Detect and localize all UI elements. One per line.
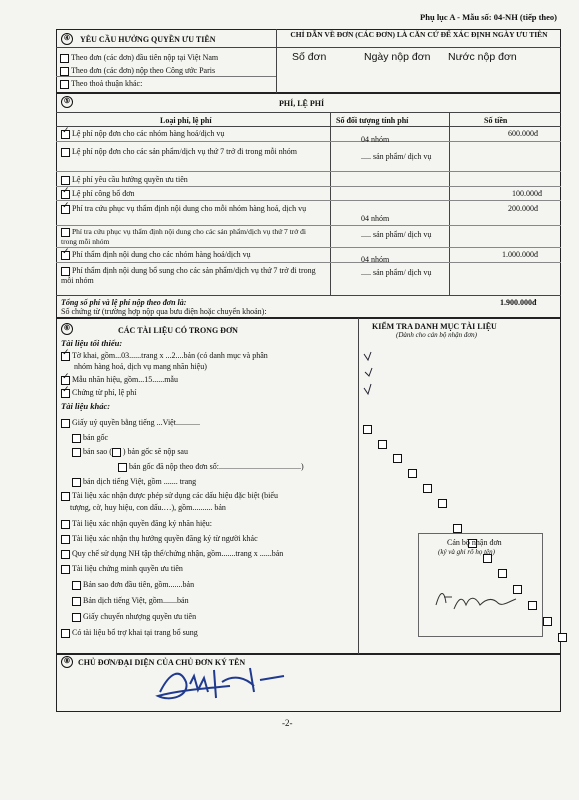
section-8-number: ⑧ — [61, 656, 73, 668]
checkbox[interactable] — [61, 629, 70, 638]
section-6-number: ⑥ — [61, 323, 73, 335]
officer-sub: (ký và ghi rõ họ tên) — [438, 548, 495, 556]
fee-row — [61, 250, 251, 260]
col-filing-date: Ngày nộp đơn — [364, 51, 431, 63]
fee-label: Lệ phí yêu cầu hưởng quyền ưu tiên — [72, 175, 188, 184]
check-column — [363, 420, 569, 438]
check-box[interactable] — [378, 440, 387, 449]
doc-item: ) bản gốc sẽ nộp sau — [122, 447, 188, 456]
doc-item: Tờ khai, gồm...03......trang x ...2....bản (có danh mục và phân — [72, 351, 268, 360]
fee-amount: 100.000đ — [512, 189, 542, 198]
checkbox[interactable] — [72, 448, 81, 457]
col-filing-country: Nước nộp đơn — [448, 51, 517, 63]
priority-title: YÊU CẦU HƯỞNG QUYỀN ƯU TIÊN — [80, 35, 216, 44]
fees-total: 1.900.000đ — [500, 298, 537, 307]
checkbox[interactable] — [61, 550, 70, 559]
fee-checkbox[interactable] — [61, 228, 70, 237]
fee-row — [61, 204, 323, 214]
officer-signature — [432, 585, 522, 620]
doc-item: Mẫu nhãn hiệu, gồm...15......mẫu — [72, 375, 178, 384]
check-box[interactable] — [558, 633, 567, 642]
fee-row — [61, 189, 134, 199]
fee-count: ..... sản phẩm/ dịch vụ — [361, 230, 432, 239]
check-box[interactable] — [543, 617, 552, 626]
doc-item: Tài liệu xác nhận được phép sử dụng các dấu hiệu đặc biệt (biểu — [72, 491, 278, 500]
checkbox[interactable] — [60, 54, 69, 63]
fee-checkbox[interactable] — [61, 251, 70, 260]
fee-row — [61, 147, 323, 157]
checkbox[interactable] — [61, 389, 70, 398]
fee-label: Lệ phí nộp đơn cho các sản phẩm/dịch vụ thứ 7 trở đi trong mỗi nhóm — [72, 147, 297, 156]
fee-label: Phí thẩm định nội dung cho các nhóm hàng hoá/dịch vụ — [72, 250, 251, 259]
other-docs-title: Tài liệu khác: — [61, 401, 111, 411]
doc-item: Giấy uỷ quyền bằng tiếng ...Việt............ — [72, 418, 200, 427]
fees-voucher: Số chứng từ (trường hợp nộp qua bưu điện hoặc chuyển khoản): — [61, 307, 267, 316]
fee-checkbox[interactable] — [61, 205, 70, 214]
check-marks-handwritten — [362, 350, 374, 410]
checkbox[interactable] — [72, 613, 81, 622]
fees-total-label: Tổng số phí và lệ phí nộp theo đơn là: — [61, 298, 187, 307]
fee-amount: 200.000đ — [508, 204, 538, 213]
section-5-number: ⑤ — [61, 96, 73, 108]
doc-item-cont: nhóm hàng hoá, dịch vụ mang nhãn hiệu) — [74, 362, 207, 371]
fees-col-type: Loại phí, lệ phí — [160, 116, 212, 125]
checkbox[interactable] — [112, 448, 121, 457]
check-box[interactable] — [438, 499, 447, 508]
fee-count: ..... sản phẩm/ dịch vụ — [361, 268, 432, 277]
doc-item: bản gốc — [83, 433, 109, 442]
check-box[interactable] — [423, 484, 432, 493]
fees-title: PHÍ, LỆ PHÍ — [279, 99, 325, 108]
fee-checkbox[interactable] — [61, 176, 70, 185]
fees-col-count: Số đối tượng tính phí — [336, 116, 409, 125]
priority-option-3: Theo thoả thuận khác: — [71, 79, 143, 88]
doc-item: Bản sao đơn đầu tiên, gồm.......bản — [83, 580, 195, 589]
fee-row — [61, 129, 224, 139]
docs-check-title: KIỂM TRA DANH MỤC TÀI LIỆU — [372, 322, 497, 331]
checkbox[interactable] — [118, 463, 127, 472]
checkbox[interactable] — [72, 434, 81, 443]
sign-title: CHỦ ĐƠN/ĐẠI DIỆN CỦA CHỦ ĐƠN KÝ TÊN — [78, 658, 246, 667]
doc-item: bản gốc đã nộp theo đơn số:.........................................) — [129, 462, 304, 471]
applicant-signature — [150, 662, 310, 712]
checkbox[interactable] — [72, 581, 81, 590]
doc-item: Tài liệu xác nhận thụ hưởng quyền đăng ký từ người khác — [72, 534, 258, 543]
fee-label: Phí thẩm định nội dung bổ sung cho các sản phẩm/dịch vụ thứ 7 trở đi trong mỗi nhóm — [61, 266, 316, 285]
checkbox[interactable] — [61, 419, 70, 428]
priority-basis-title: CHỈ DẪN VỀ ĐƠN (CÁC ĐƠN) LÀ CĂN CỨ ĐỂ XÁC ĐỊNH NGÀY ƯU TIÊN — [290, 30, 548, 39]
fee-count: 04 nhóm — [361, 255, 390, 264]
doc-item: Tài liệu xác nhận quyền đăng ký nhãn hiệu: — [72, 519, 212, 528]
priority-option-2: Theo đơn (các đơn) nộp theo Công ước Paris — [71, 66, 216, 75]
docs-check-sub: (Dành cho cán bộ nhận đơn) — [396, 331, 477, 339]
check-box[interactable] — [363, 425, 372, 434]
fee-row — [61, 266, 323, 285]
checkbox[interactable] — [61, 520, 70, 529]
doc-item: Chứng từ phí, lệ phí — [72, 388, 137, 397]
fees-col-amount: Số tiền — [484, 116, 508, 125]
fee-row — [61, 227, 323, 246]
docs-title: CÁC TÀI LIỆU CÓ TRONG ĐƠN — [118, 326, 238, 335]
checkbox[interactable] — [60, 67, 69, 76]
doc-item: Giấy chuyển nhượng quyền ưu tiên — [83, 612, 197, 621]
fee-checkbox[interactable] — [61, 148, 70, 157]
checkbox[interactable] — [72, 478, 81, 487]
fee-amount: 1.000.000đ — [502, 250, 538, 259]
doc-item: Bản dịch tiếng Việt, gồm.......bản — [83, 596, 189, 605]
checkbox[interactable] — [61, 492, 70, 501]
fee-count: 04 nhóm — [361, 214, 390, 223]
fee-row — [61, 175, 188, 185]
col-app-number: Số đơn — [292, 51, 327, 63]
fee-label: Phí tra cứu phục vụ thẩm định nội dung cho mỗi nhóm hàng hoá, dịch vụ — [72, 204, 307, 213]
checkbox[interactable] — [61, 352, 70, 361]
fee-checkbox[interactable] — [61, 190, 70, 199]
check-box[interactable] — [393, 454, 402, 463]
checkbox[interactable] — [61, 565, 70, 574]
section-4-number: ④ — [61, 33, 73, 45]
doc-item: bản dịch tiếng Việt, gồm ....... trang — [83, 477, 197, 486]
annex-label: Phụ lục A - Mẫu số: 04-NH (tiếp theo) — [420, 12, 557, 22]
doc-item: bản sao ( — [83, 447, 112, 456]
fee-checkbox[interactable] — [61, 267, 70, 276]
check-box[interactable] — [408, 469, 417, 478]
checkbox[interactable] — [61, 535, 70, 544]
doc-item-cont: tượng, cờ, huy hiệu, con dấu.…), gồm.......... bản — [70, 503, 226, 512]
fee-count: 04 nhóm — [361, 135, 390, 144]
fee-label: Lệ phí công bố đơn — [72, 189, 135, 198]
doc-item: Có tài liệu bổ trợ khai tại trang bổ sung — [72, 628, 198, 637]
officer-label: Cán bộ nhận đơn — [447, 538, 502, 547]
fee-checkbox[interactable] — [61, 130, 70, 139]
check-box[interactable] — [453, 524, 462, 533]
page-number: -2- — [282, 718, 293, 728]
fee-label: Lệ phí nộp đơn cho các nhóm hàng hoá/dịch vụ — [72, 129, 225, 138]
fee-amount: 600.000đ — [508, 129, 538, 138]
priority-option-1: Theo đơn (các đơn) đầu tiên nộp tại Việt Nam — [71, 53, 219, 62]
checkbox[interactable] — [60, 80, 69, 89]
fee-label: Phí tra cứu phục vụ thẩm định nội dung cho các sản phẩm/dịch vụ thứ 7 trở đi trong mỗi nhóm — [61, 227, 306, 246]
checkbox[interactable] — [72, 597, 81, 606]
doc-item: Quy chế sử dụng NH tập thể/chứng nhận, gồm.......trang x ......bản — [72, 549, 284, 558]
doc-item: Tài liệu chứng minh quyền ưu tiên — [72, 564, 183, 573]
fee-count: ..... sản phẩm/ dịch vụ — [361, 152, 432, 161]
checkbox[interactable] — [61, 376, 70, 385]
min-docs-title: Tài liệu tối thiểu: — [61, 338, 123, 348]
